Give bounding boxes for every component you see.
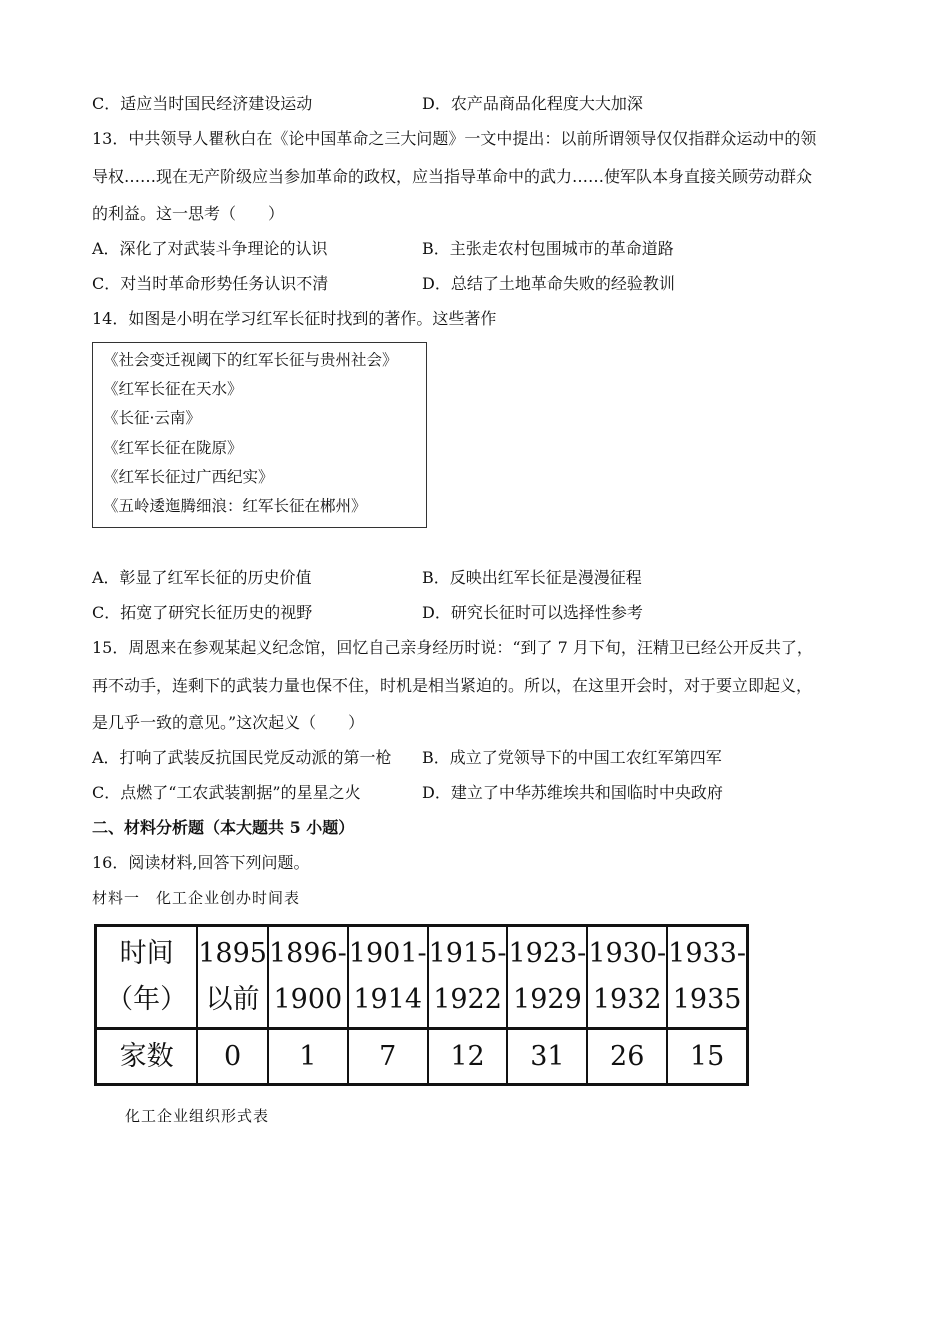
count-cell: 0	[197, 1029, 268, 1085]
time-label: 时间	[119, 938, 174, 969]
q14-book-list	[92, 342, 427, 528]
material-1-title: 材料一 化工企业创办时间表	[92, 889, 301, 907]
period-start: 1923-	[508, 938, 587, 969]
q14-option-b: B．反映出红军长征是漫漫征程	[422, 568, 642, 587]
period-end: 1914	[353, 984, 423, 1015]
period-start: 1895	[198, 938, 267, 969]
count-cell: 1	[268, 1029, 348, 1085]
period-cell	[587, 926, 667, 1029]
period-start: 1901-	[348, 938, 427, 969]
q15-option-c: C．点燃了“工农武装割据”的星星之火	[92, 783, 361, 802]
period-cell	[268, 926, 348, 1029]
q15-stem-line3: 是几乎一致的意见。”这次起义（ ）	[92, 713, 365, 732]
q13-option-b: B．主张走农村包围城市的革命道路	[422, 239, 674, 258]
material-table-2-title: 化工企业组织形式表	[125, 1107, 270, 1125]
period-cell	[667, 926, 747, 1029]
q14-option-c: C．拓宽了研究长征历史的视野	[92, 603, 313, 622]
period-end: 1929	[513, 984, 582, 1015]
q14-stem: 14．如图是小明在学习红军长征时找到的著作。这些著作	[92, 309, 497, 328]
period-end: 1922	[433, 984, 502, 1015]
period-end: 1932	[592, 984, 662, 1015]
q15-option-b: B．成立了党领导下的中国工农红军第四军	[422, 748, 722, 767]
q15-stem-line2: 再不动手，连剩下的武装力量也保不住，时机是相当紧迫的。所以，在这里开会时，对于要立即起义，	[92, 676, 813, 695]
period-end: 以前	[205, 984, 260, 1015]
period-start: 1915-	[428, 938, 507, 969]
section-2-title: 二、材料分析题（本大题共 5 小题）	[92, 818, 355, 837]
book-title: 《五岭逶迤腾细浪：红军长征在郴州》	[103, 497, 367, 515]
enterprise-founding-table	[94, 924, 749, 1086]
q14-option-d: D．研究长征时可以选择性参考	[422, 603, 643, 622]
q13-stem-line1: 13．中共领导人瞿秋白在《论中国革命之三大问题》一文中提出：以前所谓领导仅仅指群众运动中的领	[92, 129, 817, 148]
table-row-count	[96, 1029, 748, 1085]
q15-stem-line1: 15．周恩来在参观某起义纪念馆，回忆自己亲身经历时说：“到了 7 月下旬，汪精卫已经公开反共了，	[92, 638, 813, 657]
q12-option-d: D．农产品商品化程度大大加深	[422, 94, 643, 113]
q15-option-a: A．打响了武装反抗国民党反动派的第一枪	[92, 748, 392, 767]
book-title: 《长征·云南》	[103, 409, 201, 427]
period-start: 1896-	[268, 938, 347, 969]
count-cell: 12	[428, 1029, 508, 1085]
period-start: 1930-	[588, 938, 667, 969]
q12-option-c: C．适应当时国民经济建设运动	[92, 94, 313, 113]
count-cell: 26	[587, 1029, 667, 1085]
table-header-count: 家数	[96, 1029, 198, 1085]
q15-option-d: D．建立了中华苏维埃共和国临时中央政府	[422, 783, 723, 802]
period-cell	[197, 926, 268, 1029]
period-cell	[507, 926, 587, 1029]
table-row-period	[96, 926, 748, 1029]
count-cell: 7	[348, 1029, 428, 1085]
year-unit-label: （年）	[106, 984, 188, 1015]
period-cell	[348, 926, 428, 1029]
period-cell	[428, 926, 508, 1029]
book-title: 《红军长征过广西纪实》	[103, 468, 274, 486]
count-cell: 15	[667, 1029, 747, 1085]
book-title: 《红军长征在天水》	[103, 380, 243, 398]
q13-option-c: C．对当时革命形势任务认识不清	[92, 274, 329, 293]
period-end: 1935	[672, 984, 742, 1015]
q14-option-a: A．彰显了红军长征的历史价值	[92, 568, 312, 587]
q13-option-a: A．深化了对武装斗争理论的认识	[92, 239, 328, 258]
q13-stem-line3: 的利益。这一思考（ ）	[92, 204, 285, 223]
table-header-time	[96, 926, 198, 1029]
book-title: 《社会变迁视阈下的红军长征与贵州社会》	[103, 351, 398, 369]
q16-stem: 16．阅读材料,回答下列问题。	[92, 853, 310, 872]
count-cell: 31	[507, 1029, 587, 1085]
book-title: 《红军长征在陇原》	[103, 439, 243, 457]
q13-stem-line2: 导权……现在无产阶级应当参加革命的政权，应当指导革命中的武力……使军队本身直接关顾劳动群众	[92, 167, 813, 186]
q13-option-d: D．总结了土地革命失败的经验教训	[422, 274, 675, 293]
period-start: 1933-	[668, 938, 746, 969]
period-end: 1900	[273, 984, 343, 1015]
